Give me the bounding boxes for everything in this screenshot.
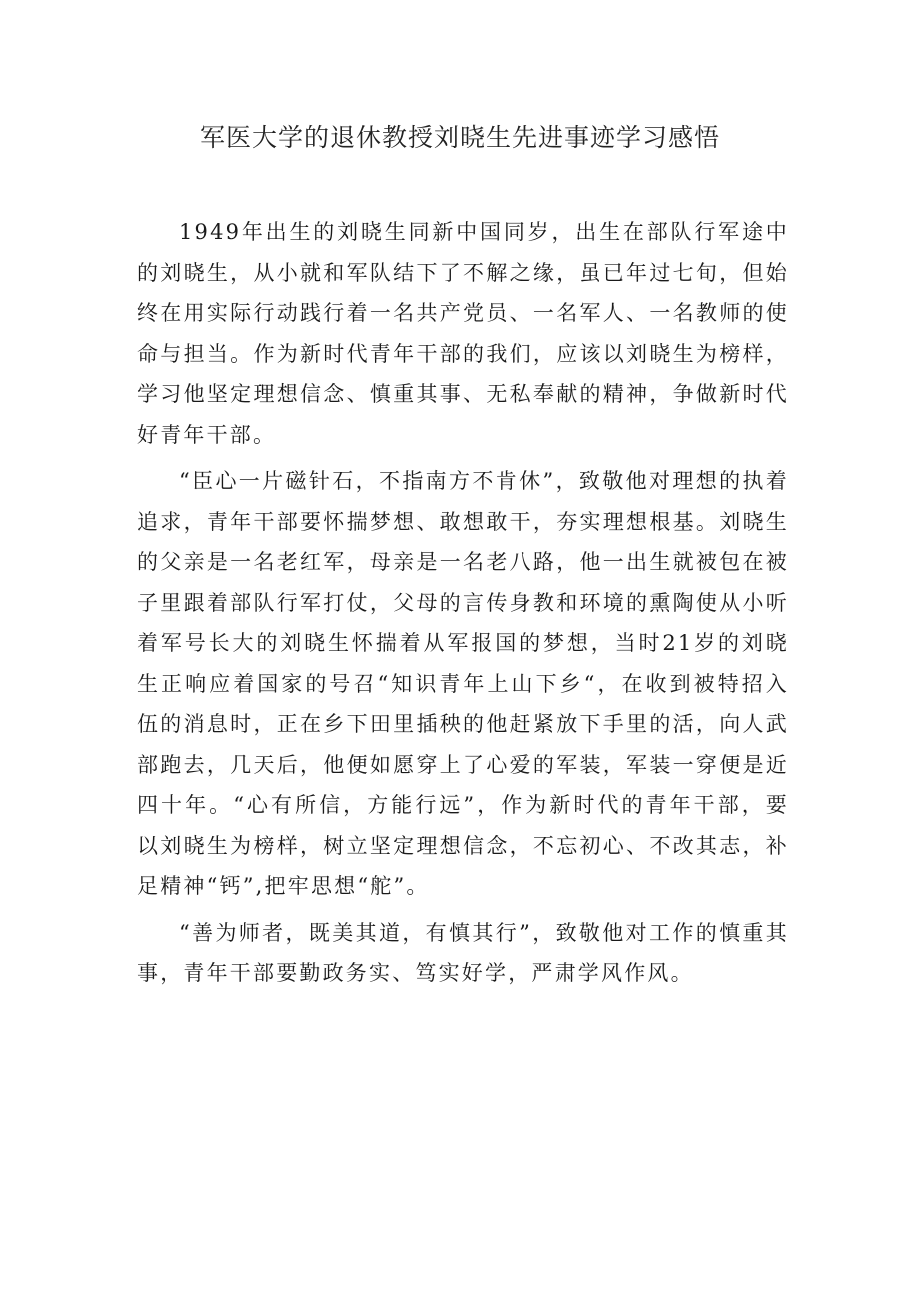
paragraph-1: 1949年出生的刘晓生同新中国同岁，出生在部队行军途中的刘晓生，从小就和军队结下了不解之缘，虽已年过七旬，但始终在用实际行动践行着一名共产党员、一名军人、一名教师的使命与担当。作为新时代青年干部的我们，应该以刘晓生为榜样，学习他坚定理想信念、慎重其事、无私奉献的精神，争做新时代好青年干部。 [137,220,789,447]
paragraph-2: “臣心一片磁针石，不指南方不肯休”，致敬他对理想的执着追求，青年干部要怀揣梦想、敢想敢干，夯实理想根基。刘晓生的父亲是一名老红军，母亲是一名老八路，他一出生就被包在被子里跟着部队行军打仗，父母的言传身教和环境的熏陶使从小听着军号长大的刘晓生怀揣着从军报国的梦想，当时21岁的刘晓生正响应着国家的号召“知识青年上山下乡“，在收到被特招入伍的消息时，正在乡下田里插秧的他赶紧放下手里的活，向人武部跑去，几天后，他便如愿穿上了心爱的军装，军装一穿便是近四十年。“心有所信，方能行远”，作为新时代的青年干部，要以刘晓生为榜样，树立坚定理想信念，不忘初心、不改其志，补足精神“钙”,把牢思想“舵”。 [137,469,789,898]
document-body [137,212,789,994]
document-title: 军医大学的退休教授刘晓生先进事迹学习感悟 [199,123,720,152]
paragraph-3: “善为师者，既美其道，有慎其行”，致敬他对工作的慎重其事，青年干部要勤政务实、笃实好学，严肃学风作风。 [137,920,789,985]
